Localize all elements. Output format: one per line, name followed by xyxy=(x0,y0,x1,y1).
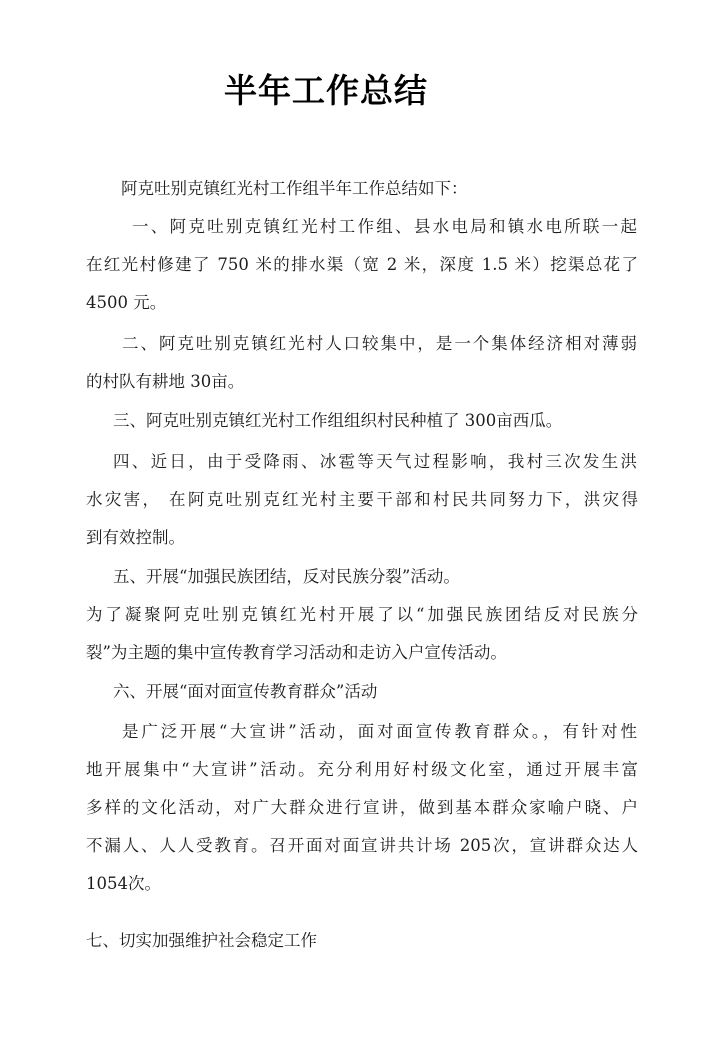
section-6-line-3: 地开展集中“大宣讲”活动。充分利用好村级文化室，通过开展丰富 xyxy=(86,760,638,779)
section-2-line-1: 二、阿克吐别克镇红光村人口较集中，是一个集体经济相对薄弱 xyxy=(122,334,637,353)
section-6-heading: 六、开展“面对面宣传教育群众”活动 xyxy=(113,682,378,701)
section-6-line-2: 是广泛开展“大宣讲”活动，面对面宣传教育群众。，有针对性 xyxy=(122,722,637,741)
document-title: 半年工作总结 xyxy=(224,71,428,110)
section-6-line-4: 多样的文化活动，对广大群众进行宣讲，做到基本群众家喻户晓、户 xyxy=(86,798,638,817)
section-2-line-2: 的村队有耕地 30亩。 xyxy=(86,372,245,391)
section-4-line-2: 水灾害， 在阿克吐别克红光村主要干部和村民共同努力下，洪灾得 xyxy=(86,490,638,509)
section-4-line-1: 四、近日，由于受降雨、冰雹等天气过程影响，我村三次发生洪 xyxy=(113,452,637,471)
section-5-line-2: 为了凝聚阿克吐别克镇红光村开展了以“加强民族团结反对民族分 xyxy=(86,605,638,624)
section-1-line-2: 在红光村修建了 750 米的排水渠（宽 2 米，深度 1.5 米）挖渠总花了 xyxy=(86,255,638,274)
section-6-line-6: 1054次。 xyxy=(86,874,161,893)
section-4-line-3: 到有效控制。 xyxy=(86,528,185,547)
section-3-line-1: 三、阿克吐别克镇红光村工作组组织村民种植了 300亩西瓜。 xyxy=(113,411,563,430)
section-5-heading: 五、开展“加强民族团结，反对民族分裂”活动。 xyxy=(113,567,460,586)
section-6-line-5: 不漏人、人人受教育。召开面对面宣讲共计场 205次，宣讲群众达人 xyxy=(86,836,638,855)
section-5-line-3: 裂”为主题的集中宣传教育学习活动和走访入户宣传活动。 xyxy=(86,643,507,662)
section-1-line-1: 一、阿克吐别克镇红光村工作组、县水电局和镇水电所联一起 xyxy=(132,217,637,236)
section-7-heading: 七、切实加强维护社会稳定工作 xyxy=(86,931,317,950)
section-1-line-3: 4500 元。 xyxy=(86,293,167,312)
intro-paragraph: 阿克吐别克镇红光村工作组半年工作总结如下： xyxy=(121,179,468,198)
